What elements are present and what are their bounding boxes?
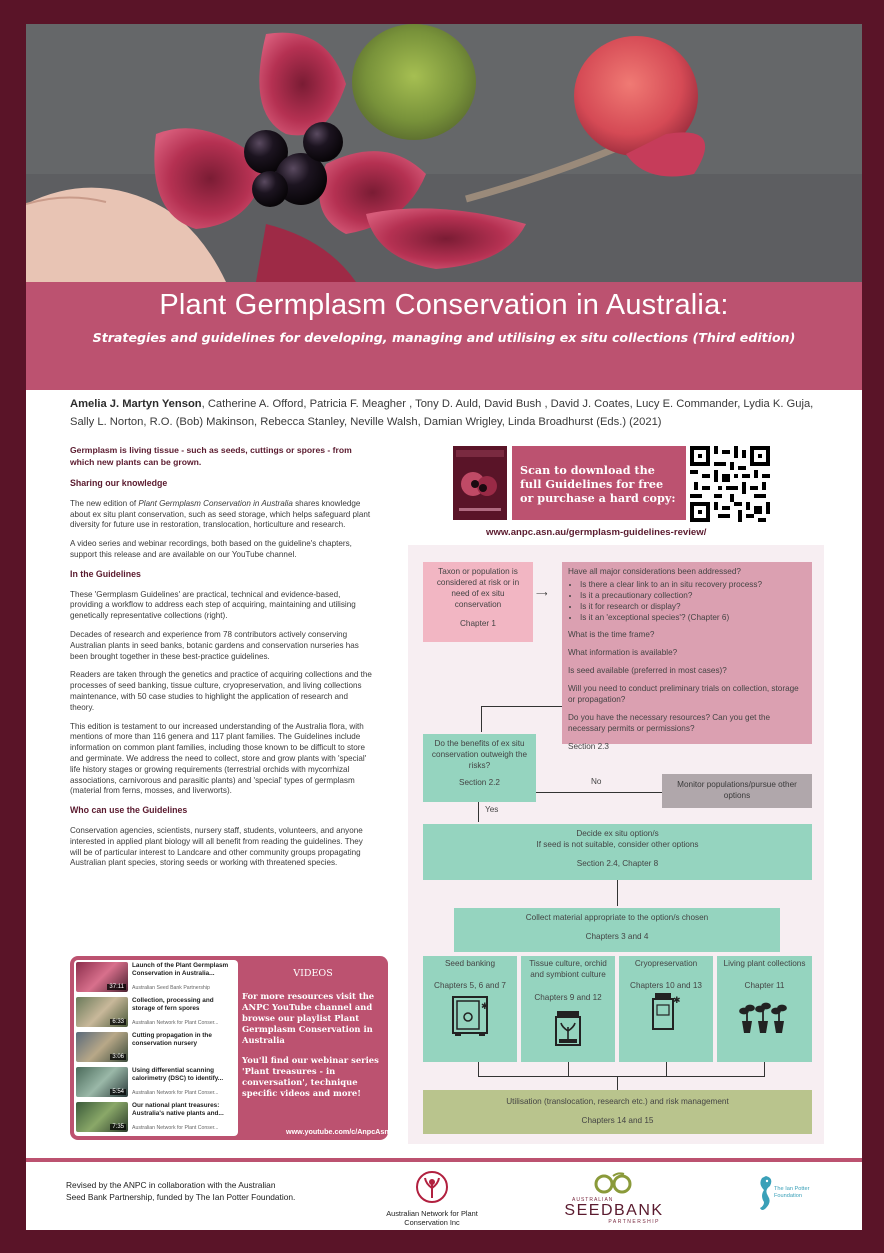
flow-collect-text: Collect material appropriate to the option/s chosen: [525, 913, 709, 922]
guidelines-url[interactable]: www.anpc.asn.au/germplasm-guidelines-review/: [486, 527, 707, 538]
flow-utilisation-text: Utilisation (translocation, research etc.) and risk management: [506, 1097, 729, 1106]
flow-consideration-item: • Is it a precautionary collection?: [580, 590, 806, 601]
flow-benefits-box: [423, 734, 536, 802]
seahorse-icon: [754, 1174, 776, 1214]
anpc-name: Australian Network for Plant Conservation Inc: [386, 1209, 478, 1227]
seedbank-bottom: PARTNERSHIP: [608, 1219, 660, 1225]
authors: [70, 395, 832, 431]
flow-label-yes: Yes: [485, 805, 499, 814]
flow-decide-section: Section 2.4, Chapter 8: [576, 859, 659, 868]
flow-question-resources: Do you have the necessary resources? Can you get the necessary permits or permissions?: [568, 713, 771, 733]
video-thumbnail: 5:54: [76, 1067, 128, 1097]
video-channel: Australian Seed Bank Partnership: [132, 985, 210, 991]
video-channel: Australian Network for Plant Conser...: [132, 1090, 219, 1096]
video-thumbnail: 6:33: [76, 997, 128, 1027]
flow-utilisation-box: [423, 1090, 812, 1134]
videos-panel: [70, 956, 399, 1140]
book-cover: [453, 446, 507, 520]
videos-text: [242, 960, 384, 1108]
flow-question-seed: Is seed available (preferred in most cases)?: [568, 666, 727, 675]
green-fruit: [352, 24, 476, 140]
flow-utilisation-chapters: Chapters 14 and 15: [581, 1116, 654, 1125]
videos-resources-text: For more resources visit the ANPC YouTube channel and browse our playlist Plant Germplasm Conservation in Australia: [242, 991, 375, 1045]
lead-author: Amelia J. Martyn Yenson: [70, 398, 202, 410]
cryo-container-icon: [649, 991, 683, 1031]
flow-benefits-section: Section 2.2: [459, 778, 500, 787]
video-title: Launch of the Plant Germplasm Conservation in Australia...: [132, 962, 229, 977]
video-title: Collection, processing and storage of fern spores: [132, 997, 214, 1012]
flow-considerations-section: Section 2.3: [568, 742, 609, 751]
arrow-right-icon: ⟶: [536, 589, 548, 598]
hero-photo: [26, 24, 862, 282]
svg-text:✱: ✱: [481, 1001, 489, 1011]
poster: [26, 24, 862, 1230]
flow-decide-subtext: If seed is not suitable, consider other options: [536, 840, 699, 849]
flow-collect-box: [454, 908, 780, 952]
flow-consideration-item: • Is it an 'exceptional species'? (Chapter 6): [580, 612, 806, 623]
flow-taxon-chapter: Chapter 1: [460, 619, 496, 628]
flow-decide-box: [423, 824, 812, 880]
flow-benefits-text: Do the benefits of ex situ conservation outweigh the risks?: [431, 739, 528, 770]
video-title: Our national plant treasures: Australia's native plants and...: [132, 1102, 224, 1117]
flow-option-living-collections: Living plant collections Chapter 11: [717, 956, 812, 1062]
flow-considerations-heading: Have all major considerations been addressed?: [568, 567, 741, 576]
heading-sharing: Sharing our knowledge: [70, 478, 168, 488]
qr-code[interactable]: [690, 446, 770, 522]
video-title: Cutting propagation in the conservation nursery: [132, 1032, 212, 1047]
flow-consideration-item: • Is it for research or display?: [580, 601, 806, 612]
flow-question-timeframe: What is the time frame?: [568, 630, 655, 639]
paragraph-germplasm-guidelines: These 'Germplasm Guidelines' are practical, technical and evidence-based, providing a workflow to address each step of acquiring, maintaining and utilising genetically representative collections (right).: [70, 589, 356, 621]
video-item[interactable]: [76, 997, 236, 1031]
footer-divider: [26, 1158, 862, 1162]
flow-question-trials: Will you need to conduct preliminary trials on collection, storage or propagation?: [568, 684, 799, 704]
flow-considerations-box: [562, 562, 812, 751]
video-channel: Australian Network for Plant Conser...: [132, 1020, 219, 1026]
freezer-icon: [451, 995, 489, 1037]
video-thumbnail: 37:11: [76, 962, 128, 992]
paragraph-contributors: Decades of research and experience from 78 contributors actively conserving Australian plants in seed banks, botanic gardens and conservation nurseries has been brought together in these best-practice guidelines.: [70, 629, 359, 661]
title-banner: [26, 282, 862, 390]
video-item[interactable]: [76, 962, 236, 996]
paragraph-edition: This edition is testament to our increased understanding of the Australia flora, with mentions of more than 116 genera and 117 plant families. The Guidelines include information on common plant families, including those known to be difficult to store and germinate. We address the need to collect, store and grow plants with 'special' life history stages or growing requirements (terrestrial orchids with mycorrhizal associations, carnivorous and parasitic plants) and 'special' types of germplasm (material from ferns, mosses, and liverworts).: [70, 721, 367, 796]
videos-webinar-text: You'll find our webinar series 'Plant treasures - in conversation', technique specific videos and more!: [242, 1055, 379, 1098]
seedbank-logo: [554, 1172, 674, 1225]
video-channel: Australian Network for Plant Conser...: [132, 1125, 219, 1131]
left-column: [70, 444, 374, 877]
flow-option-tissue-culture: Tissue culture, orchid and symbiont culture Chapters 9 and 12: [521, 956, 615, 1062]
page-subtitle: Strategies and guidelines for developing, managing and utilising ex situ collections (Third edition): [92, 330, 796, 345]
paragraph-video-series: A video series and webinar recordings, both based on the guideline's chapters, support this release and are available on our YouTube channel.: [70, 539, 352, 559]
flow-label-no: No: [591, 777, 602, 786]
ian-potter-logo: [754, 1174, 814, 1219]
germplasm-definition: Germplasm is living tissue - such as seeds, cuttings or spores - from which new plants can be grown.: [70, 445, 352, 467]
heading-in-guidelines: In the Guidelines: [70, 568, 141, 579]
seedbank-top: AUSTRALIAN: [572, 1197, 614, 1203]
flow-collect-chapters: Chapters 3 and 4: [585, 932, 649, 941]
seedbank-wordmark: SEEDBANK: [564, 1202, 664, 1219]
anpc-logo: [372, 1170, 492, 1227]
video-list: [74, 960, 238, 1136]
youtube-link[interactable]: www.youtube.com/c/AnpcAsnAu: [286, 1127, 399, 1136]
flow-decide-text: Decide ex situ option/s: [576, 829, 659, 838]
flow-question-information: What information is available?: [568, 648, 678, 657]
flow-consideration-item: • Is there a clear link to an in situ recovery process?: [580, 579, 806, 590]
flow-taxon-text: Taxon or population is considered at risk or in need of ex situ conservation: [436, 567, 520, 609]
paragraph-readers: Readers are taken through the genetics and practice of acquiring collections and the processes of seed banking, tissue culture, cryopreservation, and living collections maintenance, with 50 case studies to highlight the application of research and theory.: [70, 670, 372, 712]
video-thumbnail: 7:35: [76, 1102, 128, 1132]
heading-who: Who can use the Guidelines: [70, 805, 188, 816]
page-title: Plant Germplasm Conservation in Australia:: [159, 289, 729, 321]
footer-credit: Revised by the ANPC in collaboration with the Australian Seed Bank Partnership, funded by The Ian Potter Foundation.: [66, 1180, 296, 1202]
flow-monitor-box: Monitor populations/pursue other options: [662, 774, 812, 808]
other-authors: , Catherine A. Offord, Patricia F. Meagher , Tony D. Auld, David Bush , David J. Coates, Lucy E. Commander, Lydia K. Guja, Sally L. Norton, R.O. (Bob) Makinson, Rebecca Stanley, Neville Walsh, Damian Wrigley, Linda Broadhurst (Eds.) (2021): [70, 398, 814, 428]
video-item[interactable]: [76, 1067, 236, 1101]
svg-text:✱: ✱: [673, 995, 681, 1005]
video-item[interactable]: [76, 1032, 236, 1066]
paragraph-audience: Conservation agencies, scientists, nursery staff, students, volunteers, and anyone interested in applied plant biology will all benefit from reading the guidelines. They will be of particular interest to Landcare and other community groups propagating Australian plant species, storing seeds or working with threatened species.: [70, 825, 363, 868]
ian-potter-name: The Ian Potter Foundation: [774, 1186, 810, 1199]
video-title: Using differential scanning calorimetry (DSC) to identify...: [132, 1067, 224, 1082]
flow-taxon-box: [423, 562, 533, 642]
flow-option-seed-banking: Seed banking Chapters 5, 6 and 7 ✱: [423, 956, 517, 1062]
video-item[interactable]: [76, 1102, 236, 1136]
video-thumbnail: 3:06: [76, 1032, 128, 1062]
potted-plants-icon: [738, 995, 792, 1035]
scan-callout: Scan to download the full Guidelines for free or purchase a hard copy:: [512, 446, 686, 520]
flow-option-cryopreservation: Cryopreservation Chapters 10 and 13 ✱: [619, 956, 713, 1062]
paragraph-new-edition: The new edition of Plant Germplasm Conservation in Australia shares knowledge about ex situ plant conservation, such as seed storage, which helps safeguard plant diversity for future use in restoration, translocation, horticulture and research.: [70, 498, 371, 530]
jar-icon: [553, 1009, 583, 1047]
seedbank-logo-icon: [582, 1172, 646, 1194]
videos-heading: VIDEOS: [293, 968, 333, 979]
anpc-logo-icon: [415, 1170, 449, 1204]
